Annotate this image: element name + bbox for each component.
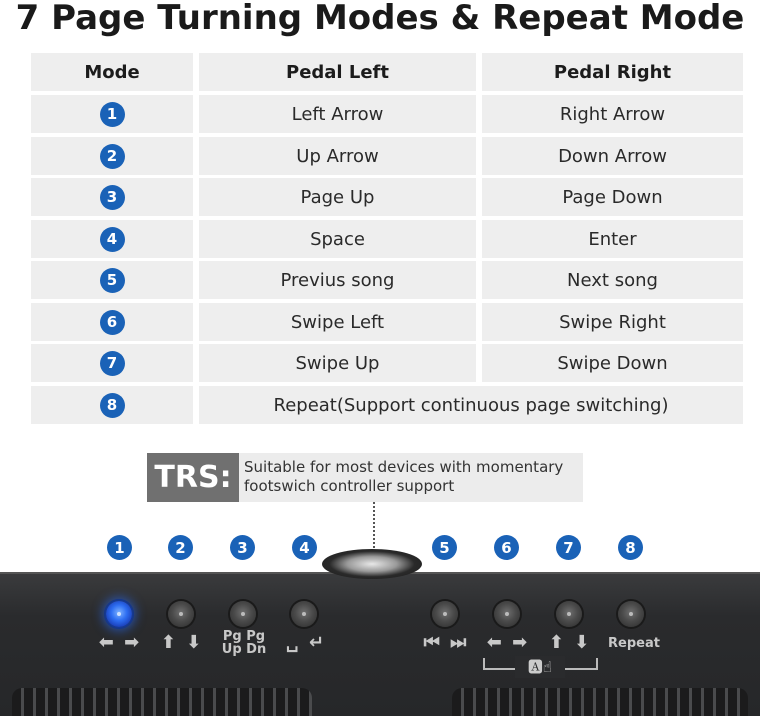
mode-led-indicator [494,601,520,627]
touch-gesture-icon: 🅰☝ [515,656,565,678]
table-row [31,261,743,299]
pedal-left-cell: Left Arrow [199,95,476,133]
mode-led-indicator-lit [106,601,132,627]
trs-label: TRS: [147,453,239,502]
mode-number-badge: 6 [100,310,125,335]
table-row [31,303,743,341]
header-pedal-left: Pedal Left [199,53,476,91]
prev-next-track-icon: ⏮ ⏭ [423,632,469,653]
led-number-badge: 1 [107,535,132,560]
pedal-right-cell: Right Arrow [482,95,743,133]
pedal-left-cell: Up Arrow [199,137,476,175]
right-pedal-ridges [452,688,748,716]
trs-line-2: footswich controller support [244,477,455,495]
header-pedal-right: Pedal Right [482,53,743,91]
mode-number-badge: 7 [100,351,125,376]
table-row [31,178,743,216]
trs-description [239,453,583,502]
table-row [31,220,743,258]
up-down-arrow-icon: ⬆ ⬇ [160,632,204,653]
repeat-label: Repeat [608,636,660,651]
trs-jack [322,549,422,579]
table-row [31,386,743,424]
mode-number-badge: 8 [100,393,125,418]
led-number-badge: 7 [556,535,581,560]
table-row [31,344,743,382]
pedal-right-cell: Swipe Down [482,344,743,382]
mode-number-badge: 1 [100,102,125,127]
pedal-left-cell: Previus song [199,261,476,299]
pedal-right-cell: Swipe Right [482,303,743,341]
led-number-badge: 6 [494,535,519,560]
led-number-badge: 8 [618,535,643,560]
led-number-badge: 4 [292,535,317,560]
pedal-right-cell: Page Down [482,178,743,216]
mode-led-indicator [291,601,317,627]
swipe-left-right-icon: ⬅ ➡ [486,632,530,653]
mode-led-indicator [230,601,256,627]
pedal-right-cell: Next song [482,261,743,299]
table-row [31,95,743,133]
repeat-cell: Repeat(Support continuous page switching) [199,386,743,424]
table-row [31,137,743,175]
swipe-up-down-icon: ⬆ ⬇ [548,632,592,653]
trs-line-1: Suitable for most devices with momentary [244,458,564,476]
mode-number-badge: 3 [100,185,125,210]
left-pedal-ridges [12,688,312,716]
mode-led-indicator [556,601,582,627]
mode-led-indicator [432,601,458,627]
led-number-badge: 3 [230,535,255,560]
mode-led-indicator [618,601,644,627]
page-up-down-icon: Pg Pg Up Dn [221,629,267,657]
mode-number-badge: 2 [100,144,125,169]
led-number-badge: 5 [432,535,457,560]
table-header-row [31,53,743,91]
pedal-right-cell: Down Arrow [482,137,743,175]
header-mode: Mode [31,53,193,91]
mode-led-indicator [168,601,194,627]
callout-leader-line [373,502,375,548]
mode-number-badge: 5 [100,268,125,293]
led-number-badge: 2 [168,535,193,560]
page-title: 7 Page Turning Modes & Repeat Mode [15,0,745,38]
pedal-right-cell: Enter [482,220,743,258]
mode-number-badge: 4 [100,227,125,252]
left-right-arrow-icon: ⬅ ➡ [98,632,142,653]
trs-callout [147,453,583,502]
space-enter-icon: ␣ ↵ [285,632,327,653]
pedal-left-cell: Swipe Up [199,344,476,382]
pedal-left-cell: Swipe Left [199,303,476,341]
pedal-left-cell: Page Up [199,178,476,216]
pedal-left-cell: Space [199,220,476,258]
